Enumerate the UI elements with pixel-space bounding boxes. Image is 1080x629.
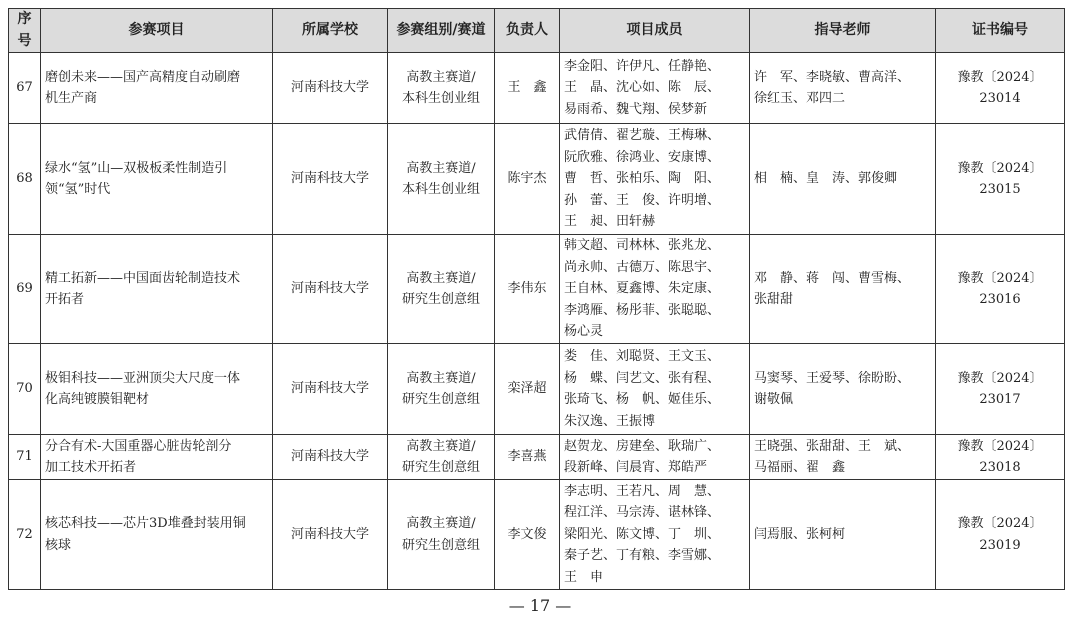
row-index: 72 (9, 480, 41, 590)
school-name: 河南科技大学 (273, 124, 388, 235)
track-group: 高教主赛道/ 本科生创业组 (388, 124, 495, 235)
school-name: 河南科技大学 (273, 235, 388, 344)
leader-name: 栾泽超 (495, 344, 560, 435)
project-name: 绿水“氢”山—双极板柔性制造引 领“氢”时代 (41, 124, 273, 235)
project-name: 磨创未来——国产高精度自动刷磨 机生产商 (41, 53, 273, 124)
table-row (9, 435, 1065, 480)
leader-name: 李文俊 (495, 480, 560, 590)
header-project: 参赛项目 (41, 9, 273, 53)
team-members: 娄 佳、刘聪贤、王文玉、 杨 蝶、闫艺文、张有程、 张琦飞、杨 帆、姬佳乐、 朱汉逸、王振博 (560, 344, 750, 435)
project-name: 分合有术-大国重器心脏齿轮剖分 加工技术开拓者 (41, 435, 273, 480)
table-row (9, 344, 1065, 435)
row-index: 70 (9, 344, 41, 435)
row-index: 68 (9, 124, 41, 235)
header-school: 所属学校 (273, 9, 388, 53)
award-table (8, 8, 1065, 590)
table-row (9, 124, 1065, 235)
header-certificate: 证书编号 (936, 9, 1065, 53)
header-advisors: 指导老师 (750, 9, 936, 53)
certificate-number: 豫教〔2024〕23019 (936, 480, 1065, 590)
team-members: 李志明、王若凡、周 慧、 程江洋、马宗涛、谌林锋、 梁阳光、陈文博、丁 圳、 秦子艺、丁有粮、李雪娜、 王 申 (560, 480, 750, 590)
certificate-number: 豫教〔2024〕23018 (936, 435, 1065, 480)
advisors: 许 军、李晓敏、曹高洋、 徐红玉、邓四二 (750, 53, 936, 124)
track-group: 高教主赛道/ 研究生创意组 (388, 435, 495, 480)
track-group: 高教主赛道/ 本科生创业组 (388, 53, 495, 124)
team-members: 武倩倩、翟艺璇、王梅琳、 阮欣雅、徐鸿业、安康博、 曹 哲、张柏乐、陶 阳、 孙 蕾、王 俊、许明增、 王 昶、田轩赫 (560, 124, 750, 235)
table-row (9, 53, 1065, 124)
track-group: 高教主赛道/ 研究生创意组 (388, 480, 495, 590)
header-members: 项目成员 (560, 9, 750, 53)
team-members: 赵贺龙、房建垒、耿瑞广、 段新峰、闫晨宵、郑皓严 (560, 435, 750, 480)
certificate-number: 豫教〔2024〕23017 (936, 344, 1065, 435)
advisors: 相 楠、皇 涛、郭俊卿 (750, 124, 936, 235)
advisors: 邓 静、蒋 闯、曹雪梅、 张甜甜 (750, 235, 936, 344)
leader-name: 陈宇杰 (495, 124, 560, 235)
header-leader: 负责人 (495, 9, 560, 53)
page-number: — 17 — (508, 596, 572, 615)
certificate-number: 豫教〔2024〕23016 (936, 235, 1065, 344)
advisors: 马窦琴、王爱琴、徐盼盼、 谢敬佩 (750, 344, 936, 435)
project-name: 核芯科技——芯片3D堆叠封装用铜 核球 (41, 480, 273, 590)
header-track: 参赛组别/赛道 (388, 9, 495, 53)
certificate-number: 豫教〔2024〕23015 (936, 124, 1065, 235)
leader-name: 李喜燕 (495, 435, 560, 480)
row-index: 71 (9, 435, 41, 480)
school-name: 河南科技大学 (273, 344, 388, 435)
table-row (9, 235, 1065, 344)
leader-name: 王 鑫 (495, 53, 560, 124)
leader-name: 李伟东 (495, 235, 560, 344)
row-index: 67 (9, 53, 41, 124)
table-row (9, 480, 1065, 590)
team-members: 李金阳、许伊凡、任静艳、 王 晶、沈心如、陈 辰、 易雨希、魏弋翔、侯梦新 (560, 53, 750, 124)
school-name: 河南科技大学 (273, 435, 388, 480)
team-members: 韩文超、司林林、张兆龙、 尚永帅、古德万、陈思宇、 王自林、夏鑫博、朱定康、 李鸿雁、杨彤菲、张聪聪、 杨心灵 (560, 235, 750, 344)
track-group: 高教主赛道/ 研究生创意组 (388, 235, 495, 344)
header-row (9, 9, 1065, 53)
school-name: 河南科技大学 (273, 53, 388, 124)
header-index: 序号 (9, 9, 41, 53)
certificate-number: 豫教〔2024〕23014 (936, 53, 1065, 124)
track-group: 高教主赛道/ 研究生创意组 (388, 344, 495, 435)
advisors: 王晓强、张甜甜、王 斌、 马福丽、翟 鑫 (750, 435, 936, 480)
project-name: 精工拓新——中国面齿轮制造技术 开拓者 (41, 235, 273, 344)
row-index: 69 (9, 235, 41, 344)
advisors: 闫焉服、张柯柯 (750, 480, 936, 590)
school-name: 河南科技大学 (273, 480, 388, 590)
project-name: 极钼科技——亚洲顶尖大尺度一体 化高纯镀膜钼靶材 (41, 344, 273, 435)
